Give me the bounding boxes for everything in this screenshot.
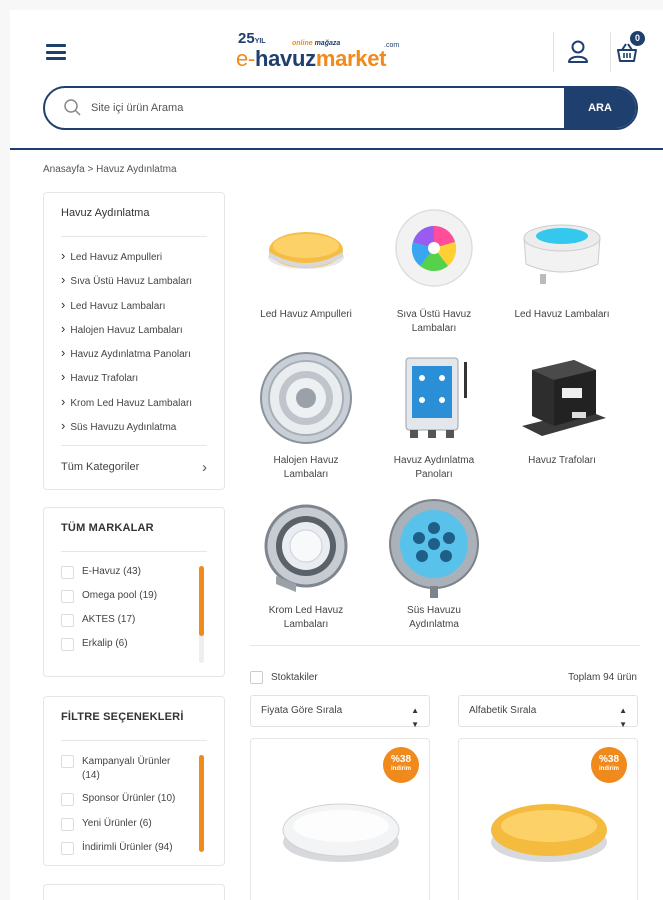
category-label: Lambaları: [283, 469, 329, 480]
filter-checkbox-row[interactable]: Yeni Ürünler (6): [61, 818, 191, 842]
brand-checkbox-row[interactable]: Omega pool (19): [61, 590, 191, 614]
user-icon[interactable]: [567, 40, 589, 64]
checkbox[interactable]: [61, 755, 74, 768]
checkbox[interactable]: [61, 614, 74, 627]
category-label: Krom Led Havuz: [268, 605, 344, 616]
product-card[interactable]: [250, 738, 430, 900]
category-card[interactable]: [374, 202, 494, 336]
category-card[interactable]: [502, 348, 622, 468]
category-link[interactable]: › Led Havuz Ampulleri: [61, 249, 192, 273]
checkbox[interactable]: [61, 566, 74, 579]
product-card[interactable]: [458, 738, 638, 900]
control-panel-icon: [384, 348, 484, 448]
cart-count-badge: 0: [630, 31, 645, 46]
logo-slogan: online mağaza: [292, 40, 341, 47]
category-label: Sıva Üstü Havuz: [396, 309, 472, 320]
filter-list-scrollbar[interactable]: [199, 755, 204, 852]
filter-list: [61, 755, 191, 860]
category-label: Havuz Trafoları: [528, 455, 596, 466]
brand-checkbox-row[interactable]: E-Havuz (43): [61, 566, 191, 590]
category-filter-box: [43, 192, 225, 490]
discount-badge: %38 indirim: [383, 747, 419, 783]
filter-checkbox-row[interactable]: İndirimli Ürünler (94): [61, 842, 191, 860]
sort-arrows-icon: ▲ ▼: [411, 706, 419, 729]
page: [10, 10, 663, 900]
category-card[interactable]: [374, 498, 494, 632]
breadcrumb: [43, 164, 177, 175]
divider: [61, 236, 207, 237]
search-button[interactable]: ARA: [564, 88, 636, 128]
sort-alphabetical-select[interactable]: Alfabetik Sırala ▲ ▼: [458, 695, 638, 727]
category-card[interactable]: [502, 202, 622, 322]
discount-badge: %38 indirim: [591, 747, 627, 783]
category-label: Lambaları: [411, 323, 457, 334]
filters-box-title: FİLTRE SEÇENEKLERİ: [61, 711, 184, 723]
category-link[interactable]: › Havuz Aydınlatma Panoları: [61, 346, 192, 370]
category-label: Aydınlatma: [409, 619, 459, 630]
logo-years: 25YIL: [238, 30, 266, 47]
breadcrumb-separator: >: [87, 164, 94, 175]
category-label: Süs Havuzu: [407, 605, 461, 616]
site-header: [10, 10, 663, 150]
category-label: Led Havuz Ampulleri: [260, 309, 352, 320]
category-list: [61, 249, 192, 443]
brand-list-scrollbar[interactable]: [199, 566, 204, 663]
category-label: Halojen Havuz: [273, 455, 339, 466]
filter-checkbox-row[interactable]: Kampanyalı Ürünler (14): [61, 755, 191, 793]
chevron-right-icon: ›: [202, 459, 207, 476]
category-card[interactable]: [246, 498, 366, 632]
site-logo[interactable]: [236, 30, 436, 78]
blue-led-lamp-icon: [512, 202, 612, 302]
halogen-lamp-icon: [256, 348, 356, 448]
total-count: Toplam 94 ürün: [568, 672, 637, 683]
fountain-light-icon: [384, 498, 484, 598]
brands-box-title: TÜM MARKALAR: [61, 522, 154, 534]
filter-checkbox-row[interactable]: Sponsor Ürünler (10): [61, 793, 191, 818]
scrollbar-thumb[interactable]: [199, 566, 204, 636]
search-icon: [63, 98, 83, 118]
category-link[interactable]: › Halojen Havuz Lambaları: [61, 322, 192, 346]
in-stock-checkbox[interactable]: Stoktakiler: [250, 672, 318, 683]
white-led-bulb-icon: [271, 784, 411, 884]
chrome-led-lamp-icon: [256, 498, 356, 598]
header-divider: [553, 32, 554, 72]
category-link[interactable]: › Sıva Üstü Havuz Lambaları: [61, 273, 192, 297]
checkbox[interactable]: [61, 793, 74, 806]
divider: [250, 645, 640, 646]
brand-list: [61, 566, 191, 654]
brand-checkbox-row[interactable]: AKTES (17): [61, 614, 191, 638]
category-link[interactable]: › Süs Havuzu Aydınlatma: [61, 419, 192, 443]
header-divider: [610, 32, 611, 72]
breadcrumb-home[interactable]: Anasayfa: [43, 164, 85, 175]
divider: [61, 445, 207, 446]
checkbox[interactable]: [61, 590, 74, 603]
category-box-title: Havuz Aydınlatma: [61, 207, 150, 219]
breadcrumb-current[interactable]: Havuz Aydınlatma: [96, 164, 177, 175]
category-label: Havuz Aydınlatma: [393, 455, 475, 466]
yellow-led-bulb-icon: [479, 784, 619, 884]
all-categories-link[interactable]: Tüm Kategoriler ›: [61, 459, 207, 476]
category-label: Led Havuz Lambaları: [514, 309, 610, 320]
scrollbar-thumb[interactable]: [199, 755, 204, 852]
transformer-icon: [512, 348, 612, 448]
yellow-led-bulb-icon: [256, 202, 356, 302]
category-card[interactable]: [246, 202, 366, 322]
brand-checkbox-row[interactable]: Erkalip (6): [61, 638, 191, 654]
brands-filter-box: [43, 507, 225, 677]
category-card[interactable]: [374, 348, 494, 482]
search-input[interactable]: [91, 88, 561, 128]
checkbox[interactable]: [61, 818, 74, 831]
category-label: Lambaları: [283, 619, 329, 630]
logo-domain: .com: [384, 42, 400, 49]
logo-wordmark: e-havuzmarket: [236, 46, 387, 71]
category-link[interactable]: › Krom Led Havuz Lambaları: [61, 395, 192, 419]
sort-arrows-icon: ▲ ▼: [619, 706, 627, 729]
checkbox[interactable]: [61, 638, 74, 651]
divider: [61, 740, 207, 741]
options-filter-box: [43, 696, 225, 866]
sort-by-price-select[interactable]: Fiyata Göre Sırala ▲ ▼: [250, 695, 430, 727]
category-label: Panoları: [415, 469, 453, 480]
divider: [61, 551, 207, 552]
category-link[interactable]: › Havuz Trafoları: [61, 370, 192, 394]
filter-box: [43, 884, 225, 900]
category-card[interactable]: [246, 348, 366, 482]
category-link[interactable]: › Led Havuz Lambaları: [61, 298, 192, 322]
checkbox[interactable]: [250, 671, 263, 684]
checkbox[interactable]: [61, 842, 74, 855]
search-bar: [43, 86, 638, 130]
rgb-surface-lamp-icon: [384, 202, 484, 302]
menu-icon[interactable]: [46, 44, 66, 60]
